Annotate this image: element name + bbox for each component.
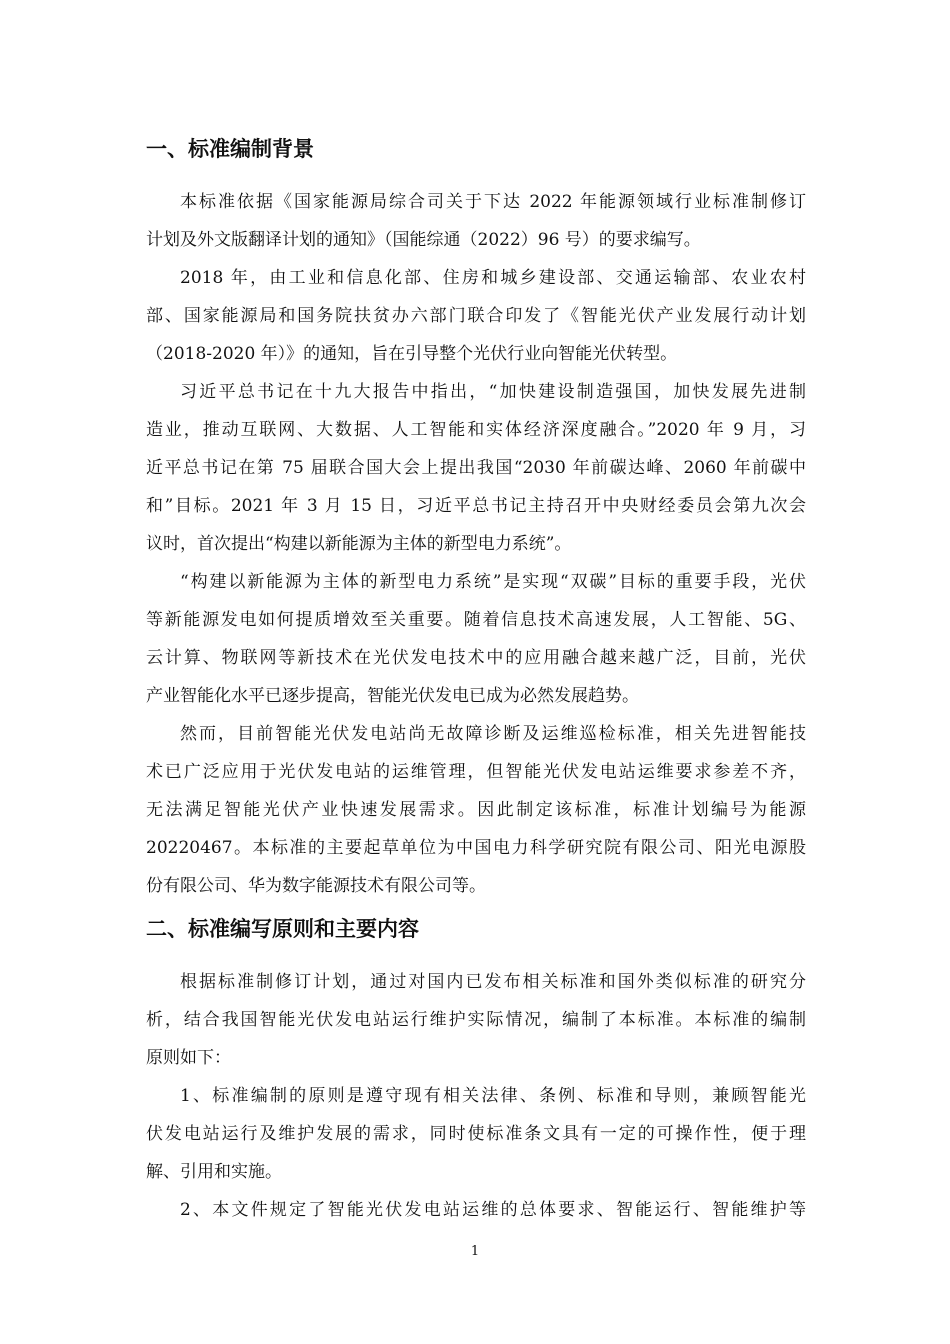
- paragraph-line: 然而，目前智能光伏发电站尚无故障诊断及运维巡检标准，相关先进智能技: [180, 724, 806, 744]
- paragraph-line: 和”目标。2021 年 3 月 15 日，习近平总书记主持召开中央财经委员会第九次会: [146, 496, 806, 516]
- paragraph-line: 份有限公司、华为数字能源技术有限公司等。: [146, 876, 486, 896]
- paragraph-line: （2018-2020 年）》的通知，旨在引导整个光伏行业向智能光伏转型。: [146, 344, 678, 364]
- paragraph-line: 2018 年，由工业和信息化部、住房和城乡建设部、交通运输部、农业农村: [180, 268, 806, 288]
- paragraph-line: 伏发电站运行及维护发展的需求，同时使标准条文具有一定的可操作性，便于理: [146, 1124, 806, 1144]
- paragraph-line: 计划及外文版翻译计划的通知》（国能综通（2022）96 号）的要求编写。: [146, 230, 701, 250]
- paragraph-line: 1、标准编制的原则是遵守现有相关法律、条例、标准和导则，兼顾智能光: [180, 1086, 806, 1106]
- paragraph-line: 近平总书记在第 75 届联合国大会上提出我国“2030 年前碳达峰、2060 年前碳中: [146, 458, 806, 478]
- paragraph-line: 根据标准制修订计划，通过对国内已发布相关标准和国外类似标准的研究分: [180, 972, 806, 992]
- section-heading-background: 一、标准编制背景: [146, 137, 314, 161]
- paragraph-line: 术已广泛应用于光伏发电站的运维管理，但智能光伏发电站运维要求参差不齐，: [146, 762, 806, 782]
- section-heading-principles: 二、标准编写原则和主要内容: [146, 917, 419, 941]
- paragraph-line: 解、引用和实施。: [146, 1162, 282, 1182]
- paragraph-line: 云计算、物联网等新技术在光伏发电技术中的应用融合越来越广泛，目前，光伏: [146, 648, 806, 668]
- paragraph-line: 部、国家能源局和国务院扶贫办六部门联合印发了《智能光伏产业发展行动计划: [146, 306, 806, 326]
- paragraph-line: 造业，推动互联网、大数据、人工智能和实体经济深度融合。”2020 年 9 月，习: [146, 420, 806, 440]
- paragraph-line: 2、本文件规定了智能光伏发电站运维的总体要求、智能运行、智能维护等: [180, 1200, 806, 1220]
- paragraph-line: 析，结合我国智能光伏发电站运行维护实际情况，编制了本标准。本标准的编制: [146, 1010, 806, 1030]
- paragraph-line: “构建以新能源为主体的新型电力系统”是实现“双碳”目标的重要手段，光伏: [180, 572, 806, 592]
- paragraph-line: 原则如下：: [146, 1048, 231, 1068]
- paragraph-line: 议时，首次提出“构建以新能源为主体的新型电力系统”。: [146, 534, 572, 554]
- paragraph-line: 习近平总书记在十九大报告中指出，“加快建设制造强国，加快发展先进制: [180, 382, 806, 402]
- paragraph-line: 无法满足智能光伏产业快速发展需求。因此制定该标准，标准计划编号为能源: [146, 800, 806, 820]
- paragraph-line: 等新能源发电如何提质增效至关重要。随着信息技术高速发展，人工智能、5G、: [146, 610, 806, 630]
- paragraph-line: 本标准依据《国家能源局综合司关于下达 2022 年能源领域行业标准制修订: [180, 192, 806, 212]
- page-number: 1: [470, 1244, 480, 1259]
- paragraph-line: 产业智能化水平已逐步提高，智能光伏发电已成为必然发展趋势。: [146, 686, 639, 706]
- paragraph-line: 20220467。本标准的主要起草单位为中国电力科学研究院有限公司、阳光电源股: [146, 838, 806, 858]
